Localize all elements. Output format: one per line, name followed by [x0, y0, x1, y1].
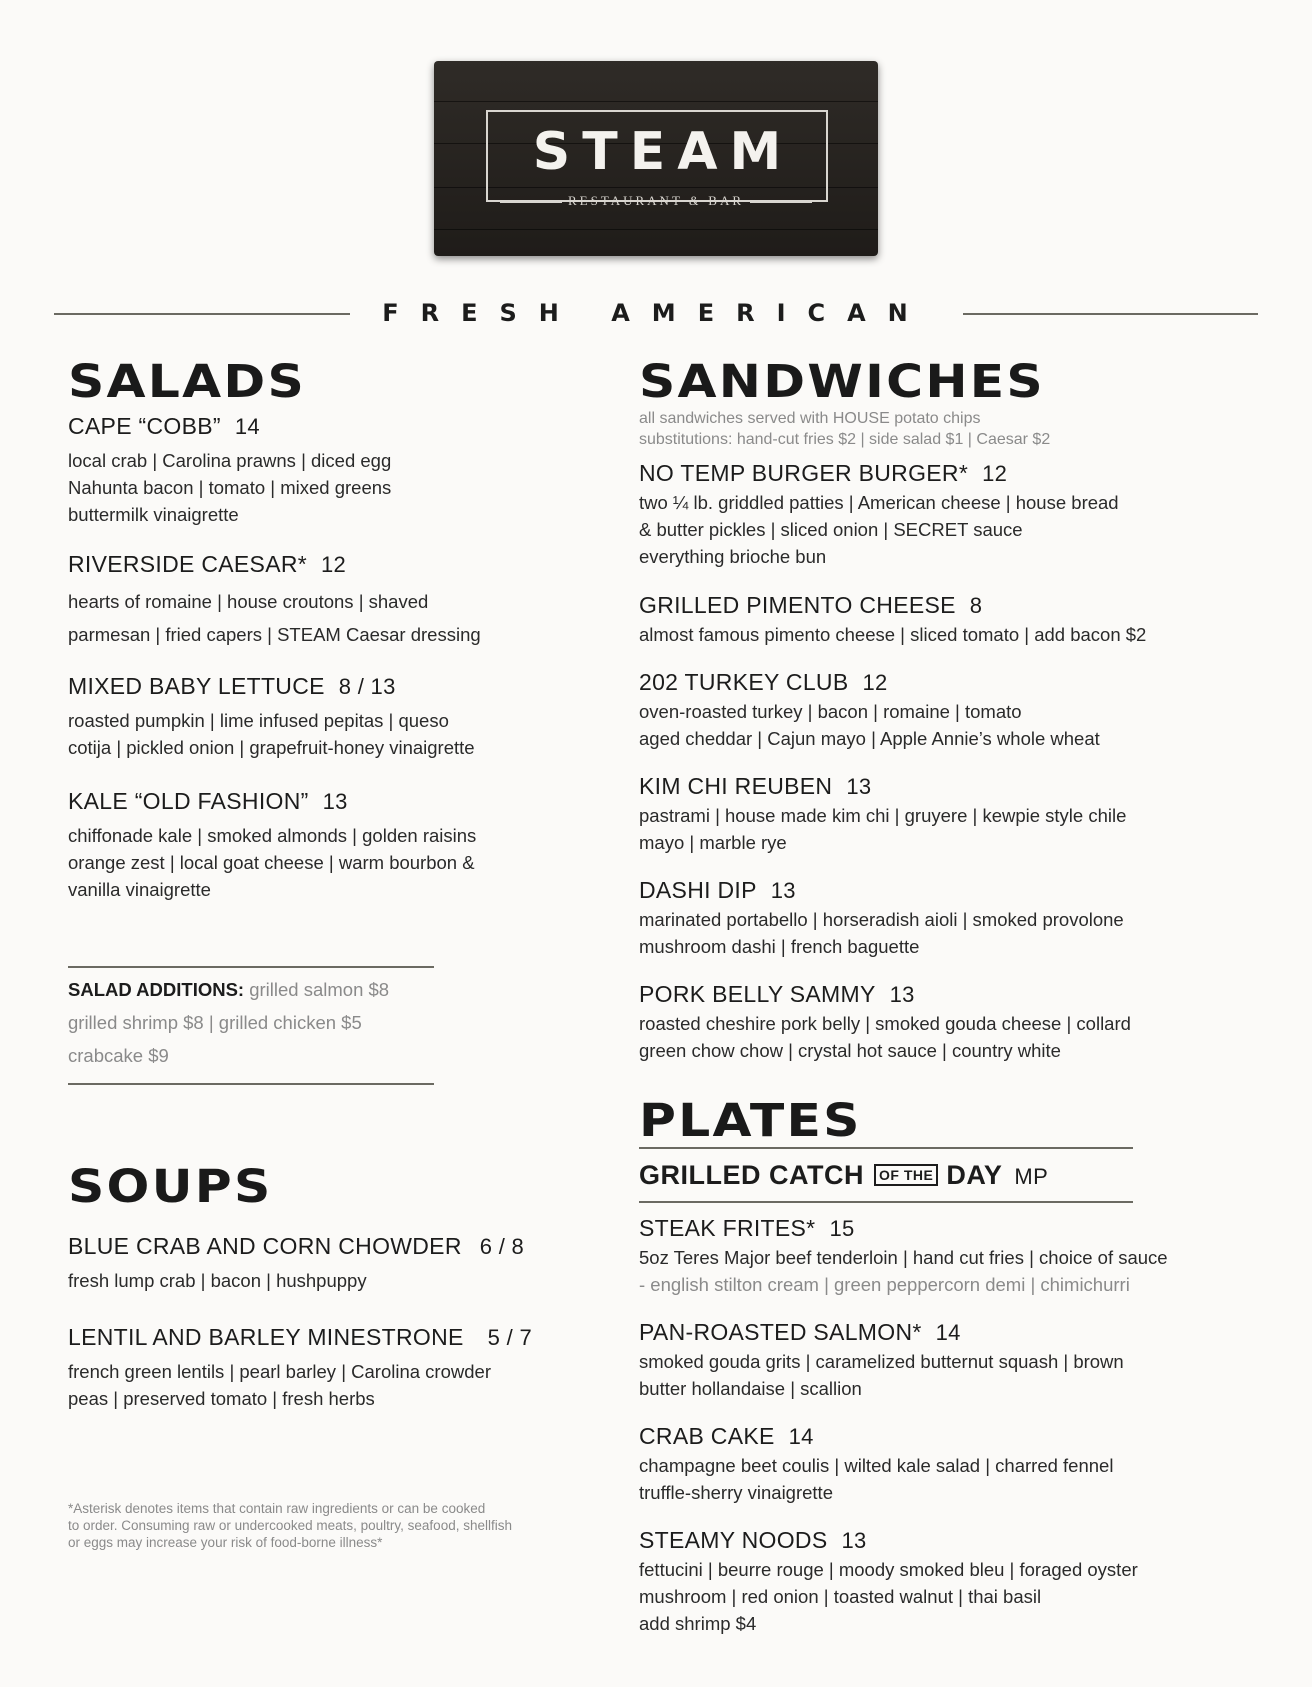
- item-desc: add shrimp $4: [639, 1613, 757, 1634]
- item-desc: cotija | pickled onion | grapefruit-honey vinaigrette: [68, 737, 475, 758]
- item-desc: vanilla vinaigrette: [68, 879, 211, 900]
- additions-rule-top: [68, 966, 434, 968]
- item-desc: roasted cheshire pork belly | smoked gouda cheese | collard: [639, 1013, 1131, 1034]
- footnote-line: or eggs may increase your risk of food-borne illness*: [68, 1535, 383, 1550]
- item-price: 12: [321, 552, 347, 577]
- item-desc: & butter pickles | sliced onion | SECRET sauce: [639, 519, 1023, 540]
- item-desc: mushroom | red onion | toasted walnut | thai basil: [639, 1586, 1042, 1607]
- menu-item: [639, 458, 1279, 570]
- item-desc: two ¼ lb. griddled patties | American cheese | house bread: [639, 492, 1119, 513]
- item-desc: green chow chow | crystal hot sauce | country white: [639, 1040, 1061, 1061]
- item-price: 8: [969, 593, 983, 618]
- item-price: 13: [322, 789, 348, 814]
- steam-logo: [434, 61, 878, 256]
- menu-item: [68, 411, 628, 528]
- menu-item: [639, 667, 1279, 752]
- menu-item: [68, 786, 628, 903]
- item-name: 202 TURKEY CLUB: [639, 669, 849, 695]
- additions-line: crabcake $9: [68, 1045, 169, 1066]
- additions-rule-bottom: [68, 1083, 434, 1085]
- plates-section: [639, 1094, 1279, 1637]
- item-price: 5 / 7: [487, 1325, 532, 1350]
- salads-section: [68, 355, 628, 903]
- item-name: STEAMY NOODS: [639, 1527, 828, 1553]
- menu-item: [639, 1525, 1279, 1637]
- item-price: 14: [935, 1320, 961, 1345]
- item-name: GRILLED PIMENTO CHEESE: [639, 592, 956, 618]
- logo-subtitle-amp: &: [688, 193, 703, 208]
- item-desc: orange zest | local goat cheese | warm bourbon &: [68, 852, 475, 873]
- item-price: 12: [862, 670, 888, 695]
- menu-item: [639, 771, 1279, 856]
- logo-frame: [486, 110, 828, 202]
- footnote-line: *Asterisk denotes items that contain raw ingredients or can be cooked: [68, 1501, 486, 1516]
- menu-item: [68, 1322, 628, 1412]
- item-desc: pastrami | house made kim chi | gruyere | kewpie style chile: [639, 805, 1127, 826]
- additions-label: SALAD ADDITIONS:: [68, 979, 245, 1000]
- item-price: 13: [846, 774, 872, 799]
- item-price: 13: [770, 878, 796, 903]
- raw-food-disclaimer: [68, 1500, 628, 1551]
- sandwiches-title: SANDWICHES: [639, 355, 1045, 408]
- catch-rule-bottom: [639, 1201, 1133, 1203]
- item-desc: roasted pumpkin | lime infused pepitas | queso: [68, 710, 449, 731]
- item-desc: truffle-sherry vinaigrette: [639, 1482, 833, 1503]
- item-price: 6 / 8: [479, 1234, 525, 1259]
- item-desc: buttermilk vinaigrette: [68, 504, 239, 525]
- item-price: 14: [788, 1424, 814, 1449]
- item-name: MIXED BABY LETTUCE: [68, 673, 325, 699]
- of-the-badge: OF THE: [874, 1164, 938, 1186]
- item-desc: local crab | Carolina prawns | diced egg: [68, 450, 392, 471]
- item-desc: everything brioche bun: [639, 546, 827, 567]
- item-desc: butter hollandaise | scallion: [639, 1378, 862, 1399]
- sandwiches-note: substitutions: hand-cut fries $2 | side salad $1 | Caesar $2: [639, 431, 1051, 448]
- item-name: CRAB CAKE: [639, 1423, 775, 1449]
- catch-of-the-day: [639, 1157, 1279, 1195]
- sandwiches-note: all sandwiches served with HOUSE potato chips: [639, 410, 981, 427]
- item-desc: french green lentils | pearl barley | Carolina crowder: [68, 1361, 491, 1382]
- catch-rule-top: [639, 1147, 1133, 1149]
- item-name: LENTIL AND BARLEY MINESTRONE: [68, 1324, 464, 1350]
- item-name: STEAK FRITES*: [639, 1215, 816, 1241]
- logo-brand: STEAM: [532, 122, 794, 182]
- item-desc: almost famous pimento cheese | sliced tomato | add bacon $2: [639, 624, 1147, 645]
- item-name: CAPE “COBB”: [68, 413, 221, 439]
- logo-subtitle: [434, 193, 878, 209]
- item-price: 14: [234, 414, 260, 439]
- tagline: FRESH AMERICAN: [382, 299, 930, 327]
- soups-section: [68, 1160, 628, 1412]
- salad-additions: [68, 973, 488, 1072]
- logo-subtitle-right: BAR: [708, 193, 745, 208]
- item-desc: oven-roasted turkey | bacon | romaine | tomato: [639, 701, 1022, 722]
- item-price: 13: [841, 1528, 867, 1553]
- item-desc: parmesan | fried capers | STEAM Caesar dressing: [68, 624, 481, 645]
- item-name: KALE “OLD FASHION”: [68, 788, 309, 814]
- item-price: 13: [889, 982, 915, 1007]
- item-name: DASHI DIP: [639, 877, 757, 903]
- menu-item: [639, 1213, 1279, 1298]
- additions-line: grilled salmon $8: [249, 979, 390, 1000]
- salads-title: SALADS: [68, 355, 307, 408]
- catch-right: DAY: [946, 1160, 1003, 1190]
- item-desc: chiffonade kale | smoked almonds | golden raisins: [68, 825, 477, 846]
- menu-item: [68, 549, 628, 651]
- item-name: PORK BELLY SAMMY: [639, 981, 876, 1007]
- menu-item: [639, 1317, 1279, 1402]
- item-desc: marinated portabello | horseradish aioli | smoked provolone: [639, 909, 1124, 930]
- item-desc: fettucini | beurre rouge | moody smoked bleu | foraged oyster: [639, 1559, 1138, 1580]
- plates-title: PLATES: [639, 1094, 862, 1147]
- item-desc: hearts of romaine | house croutons | shaved: [68, 591, 429, 612]
- tagline-rule-right: [963, 313, 1258, 315]
- menu-item: [639, 590, 1279, 648]
- sandwiches-section: [639, 355, 1279, 1064]
- item-desc: aged cheddar | Cajun mayo | Apple Annie’s whole wheat: [639, 728, 1100, 749]
- additions-line: grilled shrimp $8 | grilled chicken $5: [68, 1012, 362, 1033]
- item-name: KIM CHI REUBEN: [639, 773, 833, 799]
- item-desc: smoked gouda grits | caramelized butternut squash | brown: [639, 1351, 1124, 1372]
- soups-title: SOUPS: [68, 1160, 273, 1213]
- item-desc-sauces: - english stilton cream | green peppercorn demi | chimichurri: [639, 1274, 1130, 1295]
- item-desc: mayo | marble rye: [639, 832, 787, 853]
- item-name: BLUE CRAB AND CORN CHOWDER: [68, 1233, 462, 1259]
- item-desc: champagne beet coulis | wilted kale salad | charred fennel: [639, 1455, 1114, 1476]
- item-desc: 5oz Teres Major beef tenderloin | hand cut fries | choice of sauce: [639, 1247, 1168, 1268]
- item-desc: Nahunta bacon | tomato | mixed greens: [68, 477, 392, 498]
- item-price: 12: [982, 461, 1008, 486]
- menu-item: [639, 979, 1279, 1064]
- footnote-line: to order. Consuming raw or undercooked meats, poultry, seafood, shellfish: [68, 1518, 512, 1533]
- logo-subtitle-left: RESTAURANT: [567, 193, 683, 208]
- item-desc: peas | preserved tomato | fresh herbs: [68, 1388, 375, 1409]
- item-price: 15: [829, 1216, 855, 1241]
- item-name: RIVERSIDE CAESAR*: [68, 551, 307, 577]
- menu-item: [639, 1421, 1279, 1506]
- tagline-rule-left: [54, 313, 350, 315]
- menu-item: [639, 875, 1279, 960]
- menu-item: [68, 671, 628, 761]
- catch-price: MP: [1014, 1164, 1049, 1189]
- item-name: NO TEMP BURGER BURGER*: [639, 460, 969, 486]
- menu-item: [68, 1231, 628, 1294]
- item-desc: mushroom dashi | french baguette: [639, 936, 920, 957]
- item-desc: fresh lump crab | bacon | hushpuppy: [68, 1270, 367, 1291]
- item-price: 8 / 13: [338, 674, 396, 699]
- catch-left: GRILLED CATCH: [639, 1160, 864, 1190]
- item-name: PAN-ROASTED SALMON*: [639, 1319, 922, 1345]
